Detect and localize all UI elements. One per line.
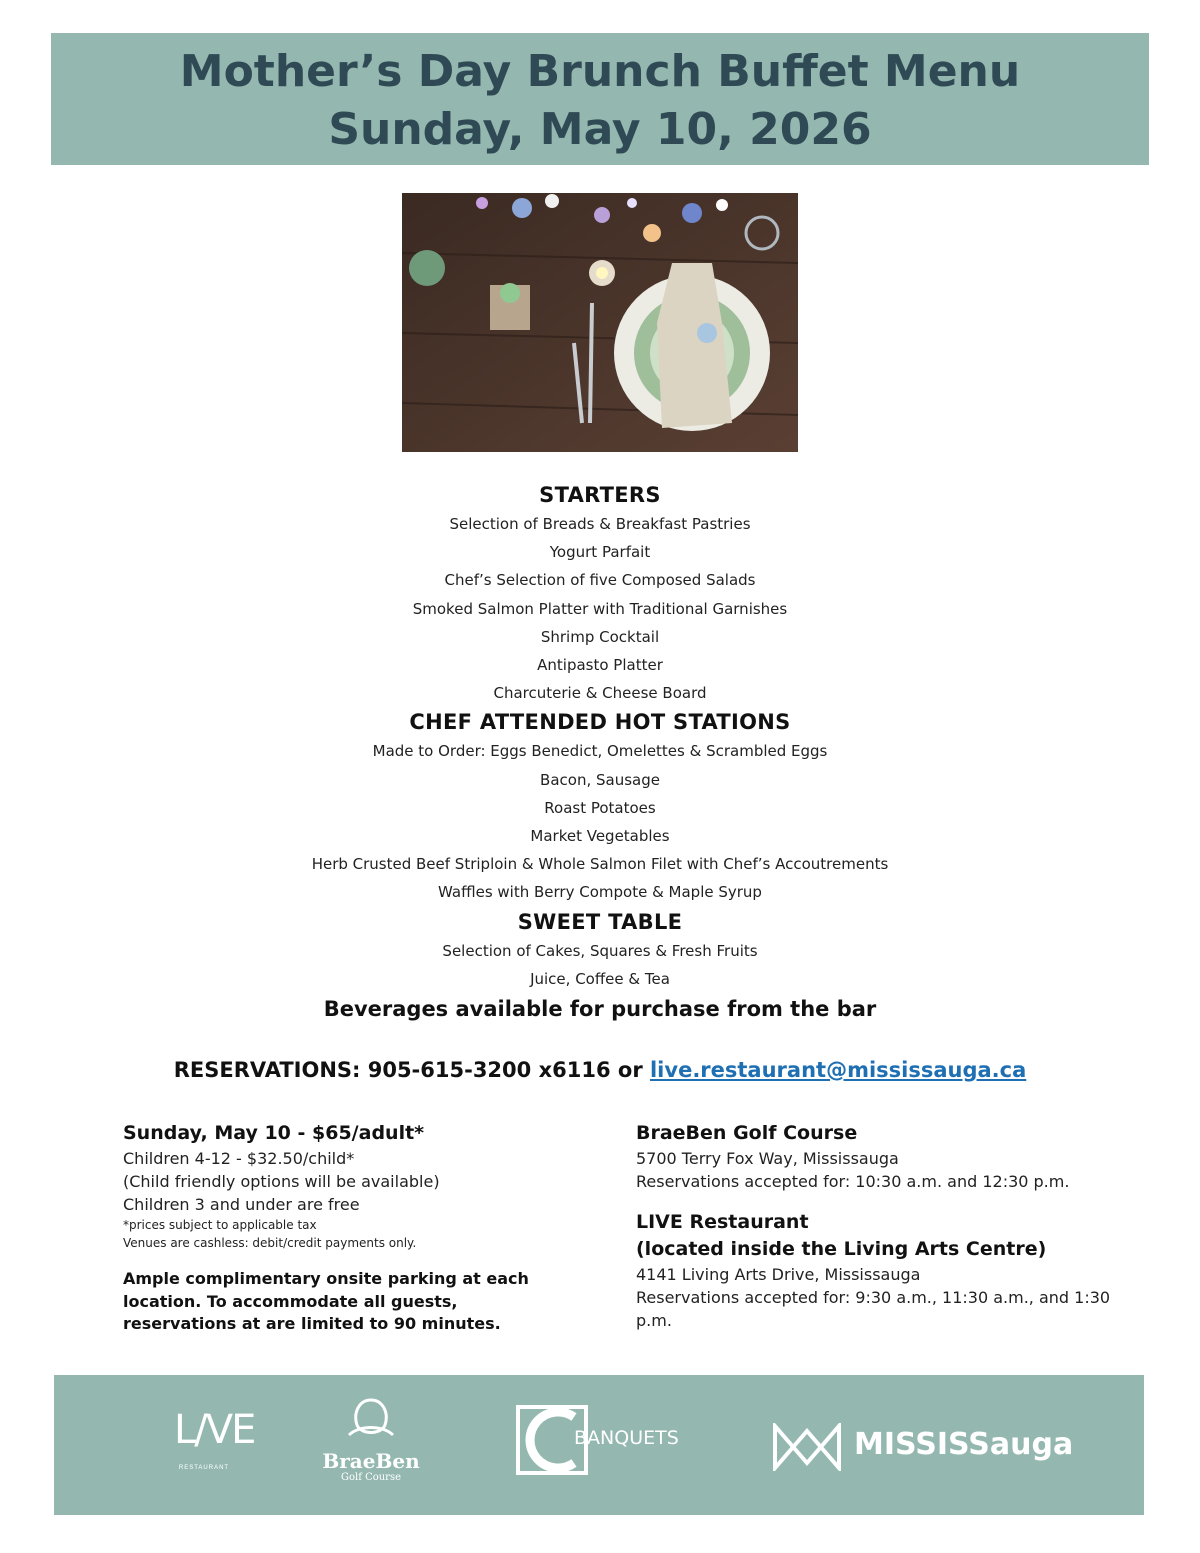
starters-heading: STARTERS xyxy=(539,483,661,507)
child-price: Children 4-12 - $32.50/child* xyxy=(123,1149,355,1168)
menu-item: Juice, Coffee & Tea xyxy=(530,969,670,988)
menu-item: Roast Potatoes xyxy=(544,798,656,817)
menu-item: Waffles with Berry Compote & Maple Syrup xyxy=(438,883,762,902)
banquets-logo xyxy=(516,1405,686,1475)
reservations-label: RESERVATIONS: 905-615-3200 x6116 or xyxy=(173,1058,650,1082)
braeben-name: BraeBen Golf Course xyxy=(636,1122,858,1144)
cashless-note: Venues are cashless: debit/credit payments only. xyxy=(123,1236,417,1250)
menu-item: Shrimp Cocktail xyxy=(540,627,660,646)
menu-item: Selection of Breads & Breakfast Pastries xyxy=(449,515,751,533)
pricing-column xyxy=(123,1120,563,1336)
menu-section xyxy=(0,480,1200,993)
table-setting-photo xyxy=(402,193,798,452)
braeben-logo-sub: Golf Course xyxy=(340,1472,402,1483)
beverages-note: Beverages available for purchase from the bar xyxy=(323,997,877,1021)
braeben-address: 5700 Terry Fox Way, Mississauga xyxy=(636,1149,899,1168)
adult-price: Sunday, May 10 - $65/adult* xyxy=(123,1122,425,1144)
mississauga-logo-text: MISSISSauga xyxy=(854,1427,1074,1462)
live-logo-text: L/VE xyxy=(174,1407,255,1453)
free-note: Children 3 and under are free xyxy=(123,1195,360,1214)
braeben-times: Reservations accepted for: 10:30 a.m. and 12:30 p.m. xyxy=(636,1172,1070,1191)
banquets-logo-text: BANQUETS xyxy=(574,1427,679,1449)
mississauga-logo xyxy=(772,1423,1074,1473)
live-times: Reservations accepted for: 9:30 a.m., 11:30 a.m., and 1:30 p.m. xyxy=(636,1288,1111,1330)
thistle-icon xyxy=(341,1395,401,1445)
menu-item: Herb Crusted Beef Striploin & Whole Salmon Filet with Chef’s Accoutrements xyxy=(311,855,889,874)
footer-band xyxy=(54,1375,1144,1515)
page-title: Mother’s Day Brunch Buffet Menu xyxy=(179,46,1021,97)
sweet-table-heading: SWEET TABLE xyxy=(517,909,683,934)
braeben-logo xyxy=(316,1395,426,1505)
venues-column xyxy=(636,1120,1136,1332)
live-name: LIVE Restaurant xyxy=(636,1211,809,1233)
reservations-line xyxy=(0,1058,1200,1082)
mississauga-mark-icon xyxy=(772,1423,842,1471)
menu-item: Made to Order: Eggs Benedict, Omelettes & Scrambled Eggs xyxy=(372,742,828,761)
hot-stations-heading: CHEF ATTENDED HOT STATIONS xyxy=(409,710,791,735)
menu-item: Chef’s Selection of five Composed Salads xyxy=(444,571,756,590)
live-logo xyxy=(174,1387,255,1477)
menu-item: Yogurt Parfait xyxy=(549,543,651,562)
braeben-logo-text: BraeBen xyxy=(322,1449,420,1473)
header-band xyxy=(51,33,1149,165)
menu-item: Charcuterie & Cheese Board xyxy=(493,684,707,703)
child-note: (Child friendly options will be available) xyxy=(123,1172,440,1191)
live-location: (located inside the Living Arts Centre) xyxy=(636,1238,1047,1260)
parking-note: Ample complimentary onsite parking at each location. To accommodate all guests, reservations at are limited to 90 minutes. xyxy=(123,1269,529,1333)
tax-note: *prices subject to applicable tax xyxy=(123,1218,317,1232)
live-logo-sub: RESTAURANT xyxy=(178,1465,230,1471)
menu-item: Smoked Salmon Platter with Traditional Garnishes xyxy=(412,599,788,618)
menu-item: Market Vegetables xyxy=(530,827,670,846)
reservations-email-link[interactable]: live.restaurant@mississauga.ca xyxy=(649,1058,1027,1082)
live-address: 4141 Living Arts Drive, Mississauga xyxy=(636,1265,921,1284)
menu-item: Selection of Cakes, Squares & Fresh Fruits xyxy=(442,941,758,960)
event-date: Sunday, May 10, 2026 xyxy=(328,104,872,155)
menu-item: Antipasto Platter xyxy=(537,656,663,675)
menu-item: Bacon, Sausage xyxy=(540,770,660,789)
